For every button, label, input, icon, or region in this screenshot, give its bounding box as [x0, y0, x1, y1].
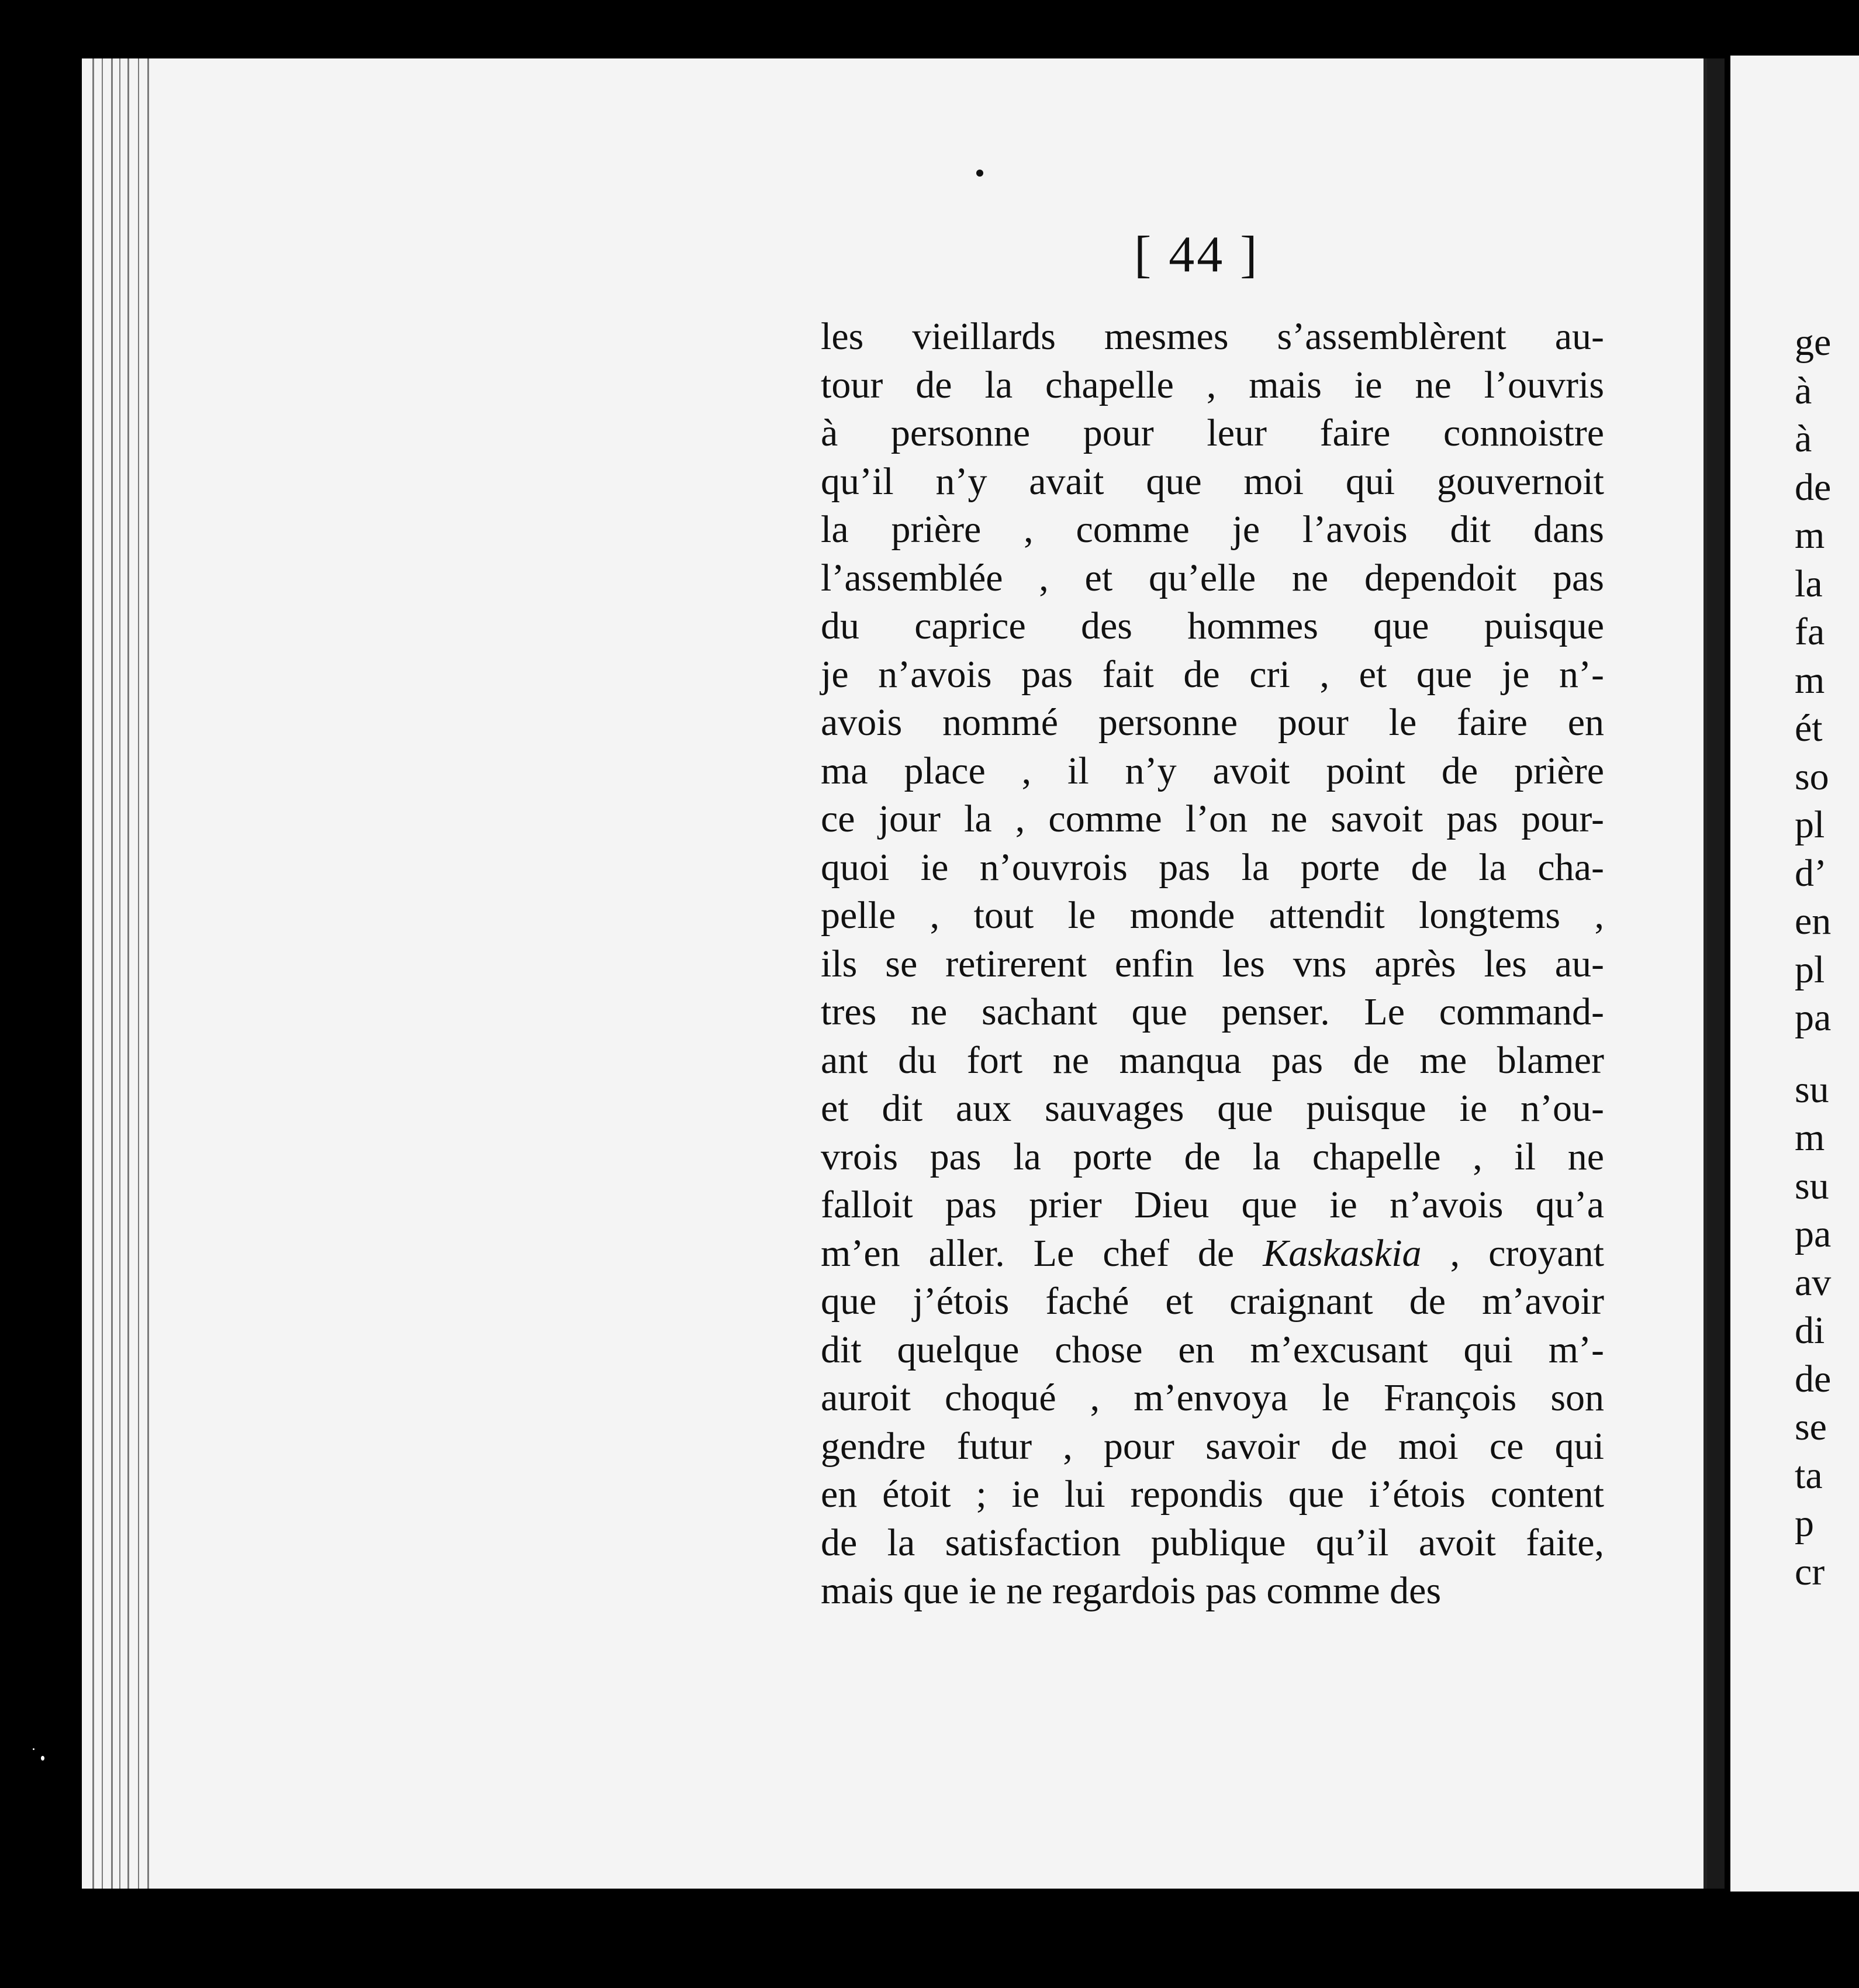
text-line: l’assemblée , et qu’elle ne dependoit pas: [821, 556, 1604, 599]
text-line: du caprice des hommes que puisque: [821, 605, 1604, 647]
body-text: [821, 313, 1604, 1616]
text-line: avois nommé personne pour le faire en: [821, 701, 1604, 744]
dust-speck: [33, 1748, 34, 1750]
facing-text-fragment: av: [1795, 1261, 1832, 1304]
text-line: je n’avois pas fait de cri , et que je n’-: [821, 653, 1604, 696]
facing-text-fragment: so: [1795, 755, 1829, 798]
facing-text-fragment: pl: [1795, 803, 1825, 846]
facing-text-fragment: su: [1795, 1164, 1829, 1207]
book-gutter: [1707, 58, 1725, 1889]
text-line: à personne pour leur faire connoistre: [821, 412, 1604, 454]
page-edges: [82, 58, 164, 1889]
facing-text-fragment: pa: [1795, 996, 1832, 1039]
text-line: de la satisfaction publique qu’il avoit faite,: [821, 1521, 1604, 1564]
text-line: gendre futur , pour savoir de moi ce qui: [821, 1424, 1604, 1468]
text-line: dit quelque chose en m’excusant qui m’-: [821, 1328, 1604, 1371]
text-line: pelle , tout le monde attendit longtems ,: [821, 894, 1604, 937]
facing-text-fragment: ét: [1795, 707, 1823, 750]
text-line: ils se retirerent enfin les vns après les au-: [821, 942, 1604, 985]
text-line: tres ne sachant que penser. Le command-: [821, 990, 1604, 1033]
facing-text-fragment: pa: [1795, 1213, 1832, 1255]
facing-text-fragment: m: [1795, 514, 1825, 557]
text-line: tour de la chapelle , mais ie ne l’ouvris: [821, 363, 1604, 406]
text-line: quoi ie n’ouvrois pas la porte de la cha-: [821, 845, 1604, 889]
facing-text-fragment: la: [1795, 562, 1823, 605]
text-line: et dit aux sauvages que puisque ie n’ou-: [821, 1087, 1604, 1130]
place-name: Kaskaskia: [1263, 1231, 1422, 1275]
ink-dot: [976, 170, 983, 177]
page-number: [ 44 ]: [1134, 226, 1260, 283]
facing-text-fragment: m: [1795, 1116, 1825, 1159]
facing-text-fragment: cr: [1795, 1550, 1825, 1593]
text-line: mais que ie ne regardois pas comme des: [821, 1569, 1442, 1612]
text-line: auroit choqué , m’envoya le François son: [821, 1376, 1604, 1419]
text-line: en étoit ; ie lui repondis que i’étois content: [821, 1473, 1604, 1516]
text-line: ant du fort ne manqua pas de me blamer: [821, 1038, 1604, 1082]
facing-text-fragment: fa: [1795, 610, 1825, 653]
facing-text-fragment: ta: [1795, 1454, 1823, 1497]
text-line: ma place , il n’y avoit point de prière: [821, 749, 1604, 792]
text-line: m’en aller. Le chef de Kaskaskia , croyant: [821, 1231, 1604, 1275]
facing-text-fragment: en: [1795, 900, 1832, 943]
facing-text-fragment: à: [1795, 369, 1812, 412]
facing-text-fragment: m: [1795, 658, 1825, 702]
facing-text-fragment: se: [1795, 1406, 1827, 1448]
facing-text-fragment: d’: [1795, 851, 1827, 895]
text-line: qu’il n’y avait que moi qui gouvernoit: [821, 460, 1604, 503]
facing-text-fragment: p: [1795, 1502, 1814, 1545]
text-line: que j’étois faché et craignant de m’avoir: [821, 1280, 1604, 1323]
facing-text-fragment: pl: [1795, 948, 1825, 991]
facing-text-fragment: ge: [1795, 321, 1832, 364]
facing-text-fragment: à: [1795, 417, 1812, 460]
dust-speck: [41, 1756, 44, 1761]
text-line: falloit pas prier Dieu que ie n’avois qu’a: [821, 1183, 1604, 1226]
facing-page: [1725, 56, 1859, 1892]
facing-text-fragment: de: [1795, 1357, 1832, 1400]
text-line: vrois pas la porte de la chapelle , il ne: [821, 1135, 1604, 1178]
facing-text-fragment: su: [1795, 1068, 1829, 1111]
facing-page-text: [1725, 319, 1831, 1596]
text-line: la prière , comme je l’avois dit dans: [821, 508, 1604, 551]
text-line: ce jour la , comme l’on ne savoit pas pour-: [821, 798, 1604, 840]
text-line: les vieillards mesmes s’assemblèrent au-: [821, 315, 1604, 358]
facing-text-fragment: di: [1795, 1309, 1825, 1352]
facing-text-fragment: de: [1795, 465, 1832, 509]
